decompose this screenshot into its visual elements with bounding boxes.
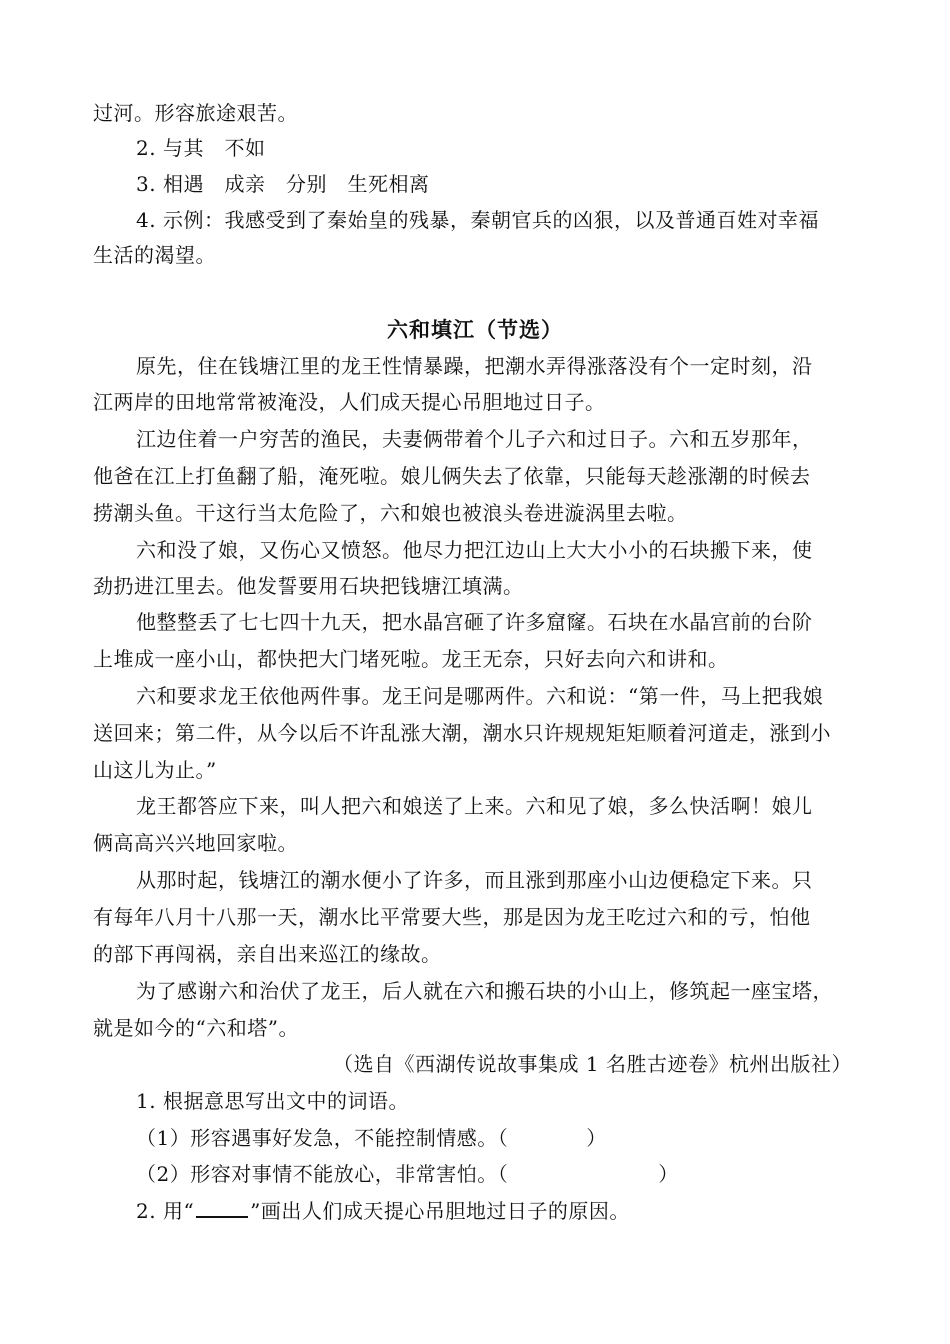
paragraph-3-line: 劲扔进江里去。他发誓要用石块把钱塘江填满。	[93, 574, 524, 598]
paragraph-7-line: 的部下再闯祸，亲自出来巡江的缘故。	[93, 942, 442, 966]
question-1-1-text: （1）形容遇事好发急，不能控制情感。（	[136, 1126, 509, 1150]
question-1-1-close: ）	[586, 1126, 607, 1150]
underline-mark	[196, 1198, 248, 1218]
paragraph-7-line: 有每年八月十八那一天，潮水比平常要大些，那是因为龙王吃过六和的亏，怕他	[93, 905, 811, 929]
question-1-2-text: （2）形容对事情不能放心，非常害怕。（	[136, 1162, 509, 1186]
question-2-post: ”画出人们成天提心吊胆地过日子的原因。	[250, 1199, 630, 1223]
paragraph-8-line: 为了感谢六和治伏了龙王，后人就在六和搬石块的小山上，修筑起一座宝塔，	[136, 979, 833, 1003]
paragraph-6-line: 俩高高兴兴地回家啦。	[93, 831, 298, 855]
passage-title: 六和填江（节选）	[387, 318, 563, 342]
passage-source: （选自《西湖传说故事集成 1 名胜古迹卷》杭州出版社）	[333, 1052, 852, 1076]
prev-answer-2: 2. 与其 不如	[136, 136, 266, 160]
paragraph-6-line: 龙王都答应下来，叫人把六和娘送了上来。六和见了娘，多么快活啊！娘儿	[136, 794, 813, 818]
paragraph-4-line: 上堆成一座小山，都快把大门堵死啦。龙王无奈，只好去向六和讲和。	[93, 647, 729, 671]
paragraph-2-line: 江边住着一户穷苦的渔民，夫妻俩带着个儿子六和过日子。六和五岁那年，	[136, 427, 813, 451]
paragraph-2-line: 他爸在江上打鱼翻了船，淹死啦。娘儿俩失去了依靠，只能每天趁涨潮的时候去	[93, 464, 811, 488]
paragraph-1-line: 江两岸的田地常常被淹没，人们成天提心吊胆地过日子。	[93, 390, 606, 414]
paragraph-3-line: 六和没了娘，又伤心又愤怒。他尽力把江边山上大大小小的石块搬下来，使	[136, 538, 813, 562]
paragraph-1-line: 原先，住在钱塘江里的龙王性情暴躁，把潮水弄得涨落没有个一定时刻，沿	[136, 354, 813, 378]
paragraph-5-line: 送回来；第二件，从今以后不许乱涨大潮，潮水只许规规矩矩顺着河道走，涨到小	[93, 721, 831, 745]
paragraph-5-line: 六和要求龙王依他两件事。龙王问是哪两件。六和说：“第一件，马上把我娘	[136, 684, 824, 708]
question-1-2-close: ）	[658, 1162, 679, 1186]
paragraph-5-line: 山这儿为止。”	[93, 758, 217, 782]
question-1: 1. 根据意思写出文中的词语。	[136, 1089, 409, 1113]
paragraph-2-line: 捞潮头鱼。干这行当太危险了，六和娘也被浪头卷进漩涡里去啦。	[93, 501, 688, 525]
question-2	[136, 1198, 863, 1223]
prev-answer-line1: 过河。形容旅途艰苦。	[93, 101, 298, 125]
prev-answer-4: 4. 示例：我感受到了秦始皇的残暴，秦朝官兵的凶狠，以及普通百姓对幸福	[136, 208, 819, 232]
question-1-1	[136, 1126, 863, 1150]
question-1-2	[136, 1162, 863, 1186]
question-2-pre: 2. 用“	[136, 1199, 195, 1223]
prev-answer-3: 3. 相遇 成亲 分别 生死相离	[136, 172, 430, 196]
paragraph-4-line: 他整整丢了七七四十九天，把水晶宫砸了许多窟窿。石块在水晶宫前的台阶	[136, 610, 813, 634]
paragraph-7-line: 从那时起，钱塘江的潮水便小了许多，而且涨到那座小山边便稳定下来。只	[136, 868, 813, 892]
prev-answer-4-cont: 生活的渴望。	[93, 243, 216, 267]
paragraph-8-line: 就是如今的“六和塔”。	[93, 1016, 299, 1040]
